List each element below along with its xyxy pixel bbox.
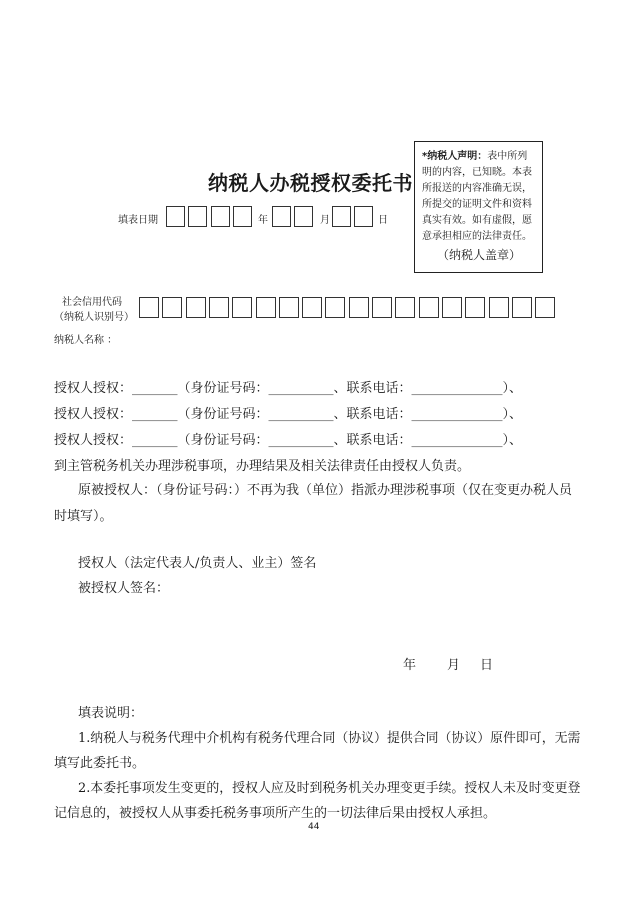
credit-code-digit-box[interactable] — [465, 297, 485, 318]
responsibility-statement: 到主管税务机关办理涉税事项，办理结果及相关法律责任由授权人负责。 — [54, 459, 471, 474]
credit-code-digit-box[interactable] — [419, 297, 439, 318]
id-number-label: （身份证号码： — [177, 381, 269, 396]
authorization-row — [54, 377, 522, 396]
declaration-line: 意承担相应的法律责任。 — [422, 231, 532, 242]
authorization-prefix: 授权人授权： — [54, 433, 133, 448]
credit-code-digit-box[interactable] — [372, 297, 392, 318]
agent-signature-label: 被授权人签名： — [78, 581, 170, 596]
taxpayer-name-label: 纳税人名称 ： — [54, 335, 118, 346]
credit-code-digit-box[interactable] — [535, 297, 555, 318]
authorization-prefix: 授权人授权： — [54, 407, 133, 422]
id-number-blank[interactable]: __________ — [268, 381, 334, 396]
credit-code-digit-box[interactable] — [232, 297, 252, 318]
fill-date-day-digit-box[interactable] — [354, 206, 373, 227]
phone-blank[interactable]: ______________ — [411, 381, 503, 396]
instruction-item-2-cont: 记信息的，被授权人从事委托税务事项所产生的一切法律后果由授权人承担。 — [54, 806, 497, 821]
id-number-label: （身份证号码： — [177, 433, 269, 448]
taxpayer-declaration-box — [414, 141, 543, 273]
phone-label: 、联系电话： — [333, 433, 412, 448]
fill-date-month-label: 月 — [320, 215, 330, 226]
fill-date-year-digit-box[interactable] — [188, 206, 207, 227]
fill-date-day-digit-box[interactable] — [332, 206, 351, 227]
fill-date-year-digit-box[interactable] — [166, 206, 185, 227]
credit-code-digit-box[interactable] — [395, 297, 415, 318]
id-number-label: （身份证号码： — [177, 407, 269, 422]
authorizer-signature-label: 授权人（法定代表人/负责人、业主）签名 — [78, 556, 317, 571]
row-suffix: ）、 — [502, 433, 523, 448]
credit-code-digit-box[interactable] — [442, 297, 462, 318]
credit-code-digit-box[interactable] — [162, 297, 182, 318]
credit-code-digit-box[interactable] — [186, 297, 206, 318]
id-number-blank[interactable]: __________ — [268, 407, 334, 422]
credit-code-label: 社会信用代码 — [62, 297, 122, 308]
credit-code-digit-box[interactable] — [302, 297, 322, 318]
phone-label: 、联系电话： — [333, 407, 412, 422]
former-agent-statement-cont: 时填写）。 — [54, 509, 113, 524]
fill-date-month-digit-box[interactable] — [272, 206, 291, 227]
row-suffix: ）、 — [502, 407, 523, 422]
phone-blank[interactable]: ______________ — [411, 407, 503, 422]
credit-code-digit-box[interactable] — [256, 297, 276, 318]
taxpayer-id-label: （纳税人识别号） — [54, 312, 134, 323]
instruction-item-2: 2.本委托事项发生变更的，授权人应及时到税务机关办理变更手续。授权人未及时变更登 — [78, 781, 581, 796]
sign-date-year: 年 — [403, 658, 417, 673]
id-number-blank[interactable]: __________ — [268, 433, 334, 448]
credit-code-digit-box[interactable] — [139, 297, 159, 318]
instruction-item-1: 1.纳税人与税务代理中介机构有税务代理合同（协议）提供合同（协议）原件即可，无需 — [78, 731, 581, 746]
document-title: 纳税人办税授权委托书 — [208, 171, 413, 195]
credit-code-digit-box[interactable] — [349, 297, 369, 318]
authorized-person-blank[interactable]: _______ — [132, 407, 178, 422]
page-number: 44 — [308, 822, 320, 832]
credit-code-digit-box[interactable] — [325, 297, 345, 318]
row-suffix: ）、 — [502, 381, 523, 396]
instruction-item-1-cont: 填写此委托书。 — [54, 756, 146, 771]
former-agent-statement: 原被授权人：（身份证号码：）不再为我（单位）指派办理涉税事项（仅在变更办税人员 — [78, 483, 573, 498]
taxpayer-seal-label: （纳税人盖章） — [436, 248, 521, 262]
declaration-line: 所报送的内容准确无误， — [422, 183, 532, 194]
phone-blank[interactable]: ______________ — [411, 433, 503, 448]
authorized-person-blank[interactable]: _______ — [132, 381, 178, 396]
fill-date-year-digit-box[interactable] — [211, 206, 230, 227]
fill-date-year-digit-box[interactable] — [233, 206, 252, 227]
declaration-line: 所提交的证明文件和资料 — [422, 199, 532, 210]
authorization-prefix: 授权人授权： — [54, 381, 133, 396]
declaration-line: 表中所列 — [487, 151, 528, 162]
declaration-line: 明的内容，已知晓。本表 — [422, 167, 532, 178]
fill-date-label: 填表日期 — [118, 215, 158, 226]
instructions-heading: 填表说明： — [78, 706, 144, 721]
fill-date-year-label: 年 — [258, 215, 268, 226]
authorization-row — [54, 403, 522, 422]
credit-code-digit-box[interactable] — [512, 297, 532, 318]
declaration-heading: *纳税人声明： — [422, 151, 488, 162]
sign-date-month: 月 — [447, 658, 461, 673]
phone-label: 、联系电话： — [333, 381, 412, 396]
authorization-row — [54, 429, 522, 448]
sign-date-day: 日 — [480, 658, 494, 673]
fill-date-day-label: 日 — [378, 215, 388, 226]
credit-code-digit-box[interactable] — [209, 297, 229, 318]
authorized-person-blank[interactable]: _______ — [132, 433, 178, 448]
declaration-line: 真实有效。如有虚假，愿 — [422, 215, 532, 226]
credit-code-digit-box[interactable] — [489, 297, 509, 318]
credit-code-digit-box[interactable] — [279, 297, 299, 318]
fill-date-month-digit-box[interactable] — [294, 206, 313, 227]
